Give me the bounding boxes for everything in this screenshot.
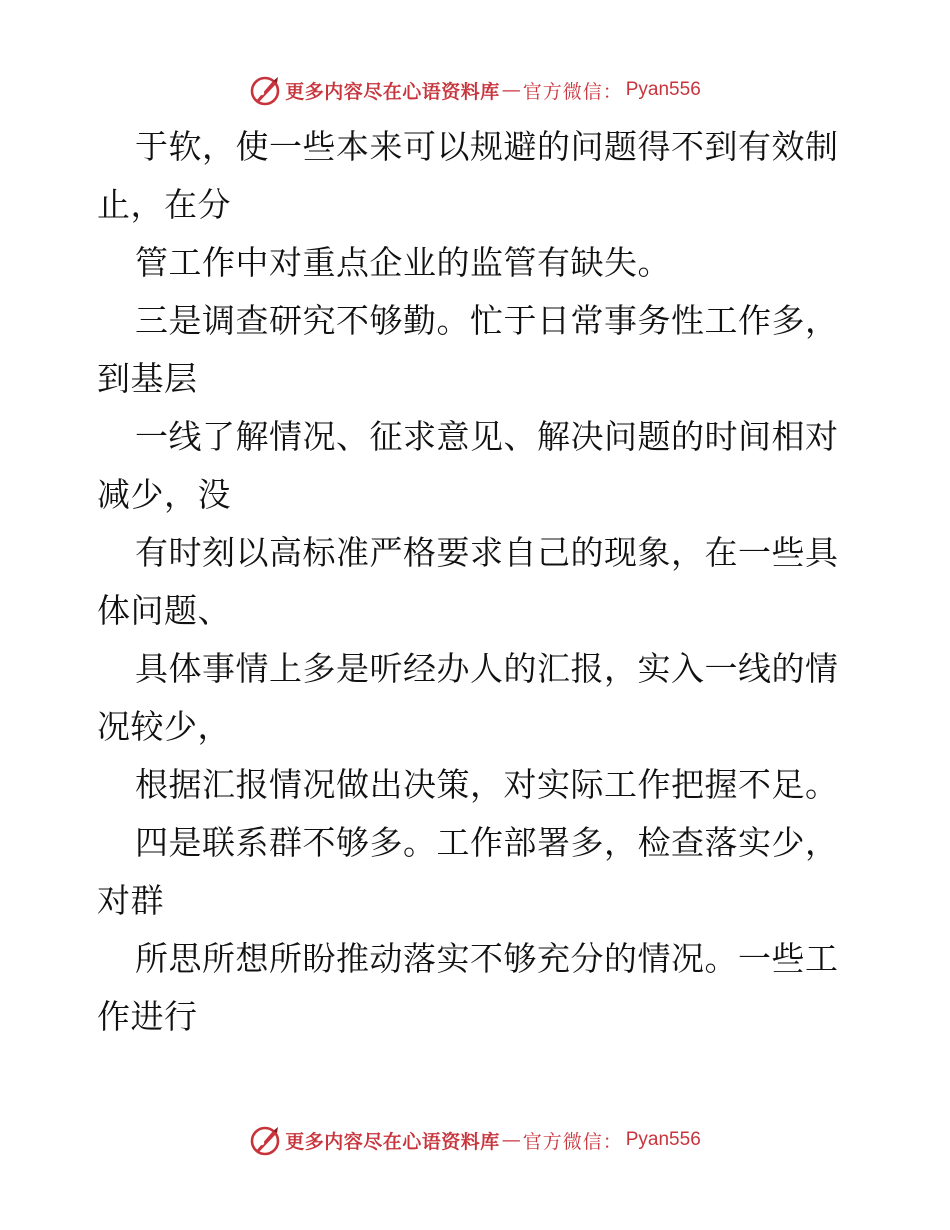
body-line: 体问题、 <box>97 591 231 630</box>
banner-wechat-label: 官方微信： <box>522 80 623 103</box>
body-line: 所思所想所盼推动落实不够充分的情况。一些工 <box>135 939 839 978</box>
body-line: 四是联系群不够多。工作部署多，检查落实少， <box>135 823 839 862</box>
body-line: 有时刻以高标准严格要求自己的现象，在一些具 <box>135 533 839 572</box>
banner-dash: — <box>501 1129 521 1151</box>
banner-title: 更多内容尽在心语资料库 <box>285 1130 500 1153</box>
banner-wechat-id: Pyan556 <box>625 79 701 100</box>
body-line: 到基层 <box>97 359 198 398</box>
body-line: 具体事情上多是听经办人的汇报，实入一线的情 <box>135 649 839 688</box>
body-line: 况较少， <box>97 707 231 746</box>
body-line: 止，在分 <box>97 185 231 224</box>
banner-dash: — <box>501 79 521 101</box>
body-line: 于软，使一些本来可以规避的问题得不到有效制 <box>135 127 839 166</box>
body-line: 作进行 <box>97 997 198 1036</box>
banner-wechat-id: Pyan556 <box>625 1129 701 1150</box>
body-line: 对群 <box>97 881 164 920</box>
body-line: 减少，没 <box>97 475 231 514</box>
quill-pen-logo-icon <box>249 74 281 106</box>
body-line: 根据汇报情况做出决策，对实际工作把握不足。 <box>135 765 839 804</box>
body-line: 三是调查研究不够勤。忙于日常事务性工作多， <box>135 301 839 340</box>
quill-pen-logo-icon <box>249 1124 281 1156</box>
body-line: 管工作中对重点企业的监管有缺失。 <box>135 243 671 282</box>
header-banner <box>0 70 950 110</box>
document-body <box>97 118 857 1046</box>
body-line: 一线了解情况、征求意见、解决问题的时间相对 <box>135 417 839 456</box>
banner-wechat-label: 官方微信： <box>522 1130 623 1153</box>
footer-banner <box>0 1120 950 1160</box>
banner-title: 更多内容尽在心语资料库 <box>285 80 500 103</box>
